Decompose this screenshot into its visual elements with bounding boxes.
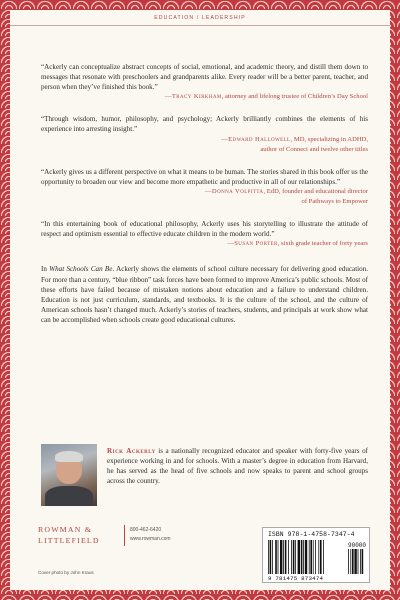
testimonial-attribution: [41, 239, 368, 249]
barcode-addon-bar: [348, 549, 349, 574]
publisher-name-line2: LITTLEFIELD: [38, 536, 100, 545]
description-prefix: In: [41, 265, 50, 274]
testimonial-desc: , MD, specializing in ADHD,: [290, 135, 368, 143]
author-name: Rick Ackerly: [107, 447, 156, 455]
barcode-bar: [323, 540, 324, 574]
testimonial-desc: , sixth grade teacher of forty years: [277, 240, 368, 248]
barcode-bar: [313, 540, 314, 574]
publisher-phone: 800-462-6420: [130, 527, 162, 533]
barcode-bar: [320, 540, 322, 574]
testimonial-attribution: [41, 92, 368, 102]
top-divider: [10, 25, 390, 26]
testimonial: [41, 219, 368, 249]
testimonial: [41, 62, 368, 102]
barcode-addon-bar: [350, 549, 351, 574]
publisher-name-line1: ROWMAN &: [38, 525, 92, 534]
barcode-bar: [270, 540, 272, 574]
barcode-bar: [275, 540, 277, 574]
barcode-bar: [288, 540, 289, 574]
barcode-addon-bar: [352, 549, 354, 574]
category-label: EDUCATION / LEADERSHIP: [154, 15, 246, 21]
barcode-bar: [283, 540, 284, 574]
barcode-bar: [272, 540, 273, 574]
description-text: . Ackerly shows the elements of school culture necessary for delivering good education. For more than a century, “blue ribbon” task forces have been formed to improve America’s public schools. Most of these efforts have failed because of mistaken notions about education and a failure to understand children. Education is not just curriculum, standards, and textbooks. It is the culture of the school, and the culture of American schools hasn’t changed much. Ackerly’s stories of teachers, students, and principals at work show what can be accomplished when schools create good educational cultures.: [41, 265, 368, 324]
author-bio-text: is a nationally recognized educator and speaker with forty-five years of experience working in and for schools. With a master’s degree in education from Harvard, he has served as the head of five schools and now speaks to parent and school groups across the country.: [107, 447, 368, 486]
testimonial-name: —Donna Volpitta: [204, 187, 264, 195]
barcode-bar: [315, 540, 316, 574]
barcode-bar: [268, 540, 269, 574]
testimonials: [41, 62, 368, 325]
testimonial-name: —Edward Hallowell: [221, 135, 291, 143]
barcode-addon-bar: [354, 549, 356, 574]
barcode-bar: [318, 540, 319, 574]
testimonial-desc: , attorney and lifelong trustee of Children’s Day School: [221, 93, 368, 101]
barcode-bar: [305, 540, 307, 574]
barcode-bar: [303, 540, 304, 574]
barcode-bar: [309, 540, 310, 574]
testimonial-desc: of Pathways to Empower: [301, 198, 368, 206]
testimonial-name: —Susan Porter: [227, 240, 278, 248]
testimonial-desc: , EdD, founder and educational director: [263, 187, 368, 195]
barcode-bar: [295, 540, 296, 574]
barcode-addon-bar: [362, 549, 364, 574]
author-section: [41, 444, 368, 514]
testimonial: [41, 167, 368, 207]
publisher-divider: [124, 525, 125, 546]
barcode-bar: [298, 540, 300, 574]
barcode-bar: [285, 540, 287, 574]
testimonial-name: —Tracy Kirkham: [164, 93, 222, 101]
barcode-bar: [278, 540, 279, 574]
back-cover-panel: [10, 10, 390, 590]
publisher-block: [38, 524, 171, 550]
book-title: What Schools Can Be: [49, 265, 113, 274]
publisher-website: www.rowman.com: [130, 536, 171, 542]
author-bio: [107, 446, 368, 486]
testimonial-desc: author of Connect and twelve other titles: [260, 145, 368, 153]
publisher-logo: [38, 524, 100, 546]
cover-credit: Cover photo by John Kraus: [38, 570, 94, 575]
barcode-bar: [310, 540, 312, 574]
barcode-bar: [293, 540, 295, 574]
barcode-bar: [291, 540, 292, 574]
testimonial-quote: “In this entertaining book of educational philosophy, Ackerly uses his storytelling to illustrate the attitude of respect and optimism essential to effective educate children in the modern world.”: [41, 220, 368, 239]
testimonial-attribution: [41, 187, 368, 207]
price-code: 90000: [348, 542, 366, 549]
isbn-text: ISBN 978-1-4758-7347-4: [268, 531, 355, 538]
testimonial-quote: “Ackerly gives us a different perspective on what it means to be human. The stories shared in this book offer us the opportunity to broaden our view and become more empathetic and productive in all of our relationships.”: [41, 167, 369, 186]
author-photo: [41, 444, 97, 506]
barcode-addon-bar: [360, 549, 361, 574]
barcode-addon-bar: [358, 549, 359, 574]
publisher-contact: [130, 526, 171, 544]
testimonial: [41, 114, 368, 154]
barcode-bar: [280, 540, 282, 574]
barcode-digits: 9 781475 873474: [268, 575, 324, 582]
book-description: [41, 264, 368, 325]
barcode-bars: [268, 540, 366, 574]
testimonial-attribution: [41, 135, 368, 155]
testimonial-quote: “Through wisdom, humor, philosophy, and psychology; Ackerly brilliantly combines the elements of his experience into arresting insight.”: [41, 115, 368, 134]
testimonial-quote: “Ackerly can conceptualize abstract concepts of social, emotional, and academic theory, and distill them down to messages that resonate with preschoolers and grandparents alike. Every reader will be a better parent, teacher, and person when they’ve finished this book.”: [41, 63, 368, 92]
barcode: [262, 527, 370, 583]
barcode-bar: [301, 540, 303, 574]
